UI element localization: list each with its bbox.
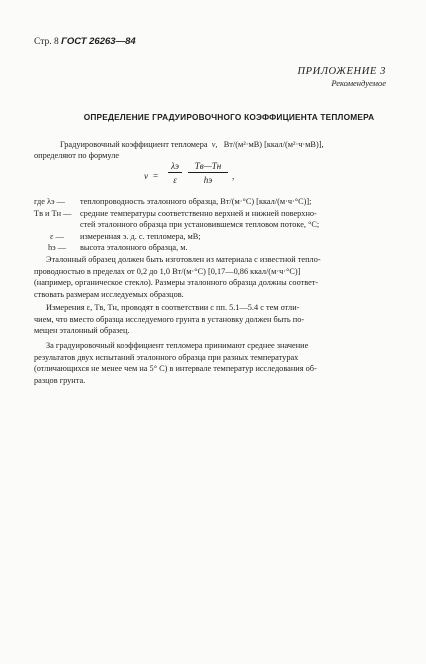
formula-comma: , xyxy=(232,171,235,181)
formula-lhs: ν xyxy=(144,171,148,181)
formula-equals: = xyxy=(153,171,159,181)
formula-fraction-2-denominator: hэ xyxy=(203,175,213,185)
appendix-title: ПРИЛОЖЕНИЕ 3 xyxy=(297,66,386,77)
formula-fraction-1-numerator: λэ xyxy=(171,161,179,171)
document-page: Стр. 8 ГОСТ 26263—84 ПРИЛОЖЕНИЕ 3 Рекомендуемое ОПРЕДЕЛЕНИЕ ГРАДУИРОВОЧНОГО КОЭФФИЦИЕНТА ТЕПЛОМЕРА Градуировочный коэффициент тепломера ν, Вт/(м²·мВ) [ккал/(м²·ч·мВ)], определяют по формуле ν = λэ ε Tв—Tн hэ , где λэ — теплопроводность эталонного образца, Вт/(м·°С) [ккал/(м·ч·°С)]; Tв и Tн — средние температуры соответственно верхней и нижней поверхно- стей эталонного образца при установившемся тепловом потоке, °С; ε — измеренная э. д. с. тепломера, мВ; hэ — высота эталонного образца, м. Эталонный образец должен быть изготовлен из материала с известной тепло- проводностью в пределах от 0,2 до 1,0 Вт/(м·°С) [0,17—0,86 ккал/(м·ч·°С)] (например, органическое стекло). Размеры эталонного образца должны соответ- ствовать размерам исследуемых образцов. Измерения ε, Tв, Tн, проводят в соответствии с пп. 5.1—5.4 с тем отли- чием, что вместо образца исследуемого грунта в установку должен быть по- мещен эталонный образец. За градуировочный коэффициент тепломера принимают среднее значение результатов двух испытаний эталонного образца при разных температурах (отличающихся не менее чем на 5° С) в интервале температур исследования об- разцов грунта. xyxy=(0,0,426,664)
intro-line-1: Градуировочный коэффициент тепломера ν, Вт/(м²·мВ) [ккал/(м²·ч·мВ)], xyxy=(60,140,324,149)
formula-fraction-2-numerator: Tв—Tн xyxy=(194,161,222,171)
formula-fraction-1-denominator: ε xyxy=(173,175,177,185)
page-header xyxy=(34,36,136,47)
section-title: ОПРЕДЕЛЕНИЕ ГРАДУИРОВОЧНОГО КОЭФФИЦИЕНТА ТЕПЛОМЕРА xyxy=(83,112,375,122)
page-number: Стр. 8 xyxy=(34,37,59,47)
formula-fraction-2 xyxy=(188,161,228,185)
formula-fraction-1 xyxy=(168,161,182,185)
intro-line-2: определяют по формуле xyxy=(34,151,120,160)
appendix-heading xyxy=(297,66,386,88)
standard-code: ГОСТ 26263—84 xyxy=(61,36,136,47)
appendix-status: Рекомендуемое xyxy=(331,78,386,88)
